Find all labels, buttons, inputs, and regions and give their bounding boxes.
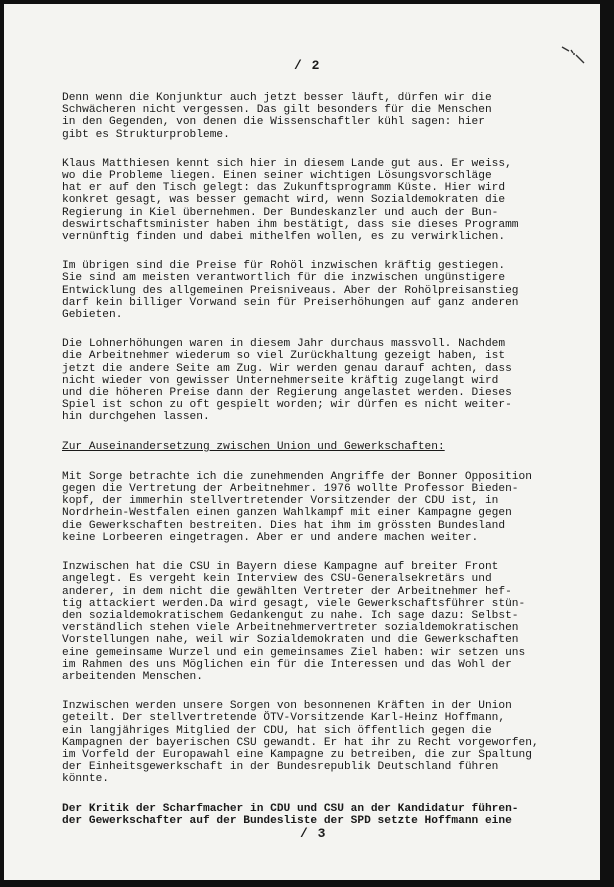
text-line: arbeitenden Menschen. <box>62 670 203 683</box>
text-line: die Arbeitnehmer wiederum so viel Zurückhaltung gezeigt haben, ist <box>62 350 506 363</box>
text-line: Entwicklung des allgemeinen Preisniveaus. Aber der Rohölpreisanstieg <box>62 284 519 297</box>
text-line: hat er auf den Tisch gelegt: das Zukunftsprogramm Küste. Hier wird <box>62 182 506 195</box>
text-line: eine gemeinsame Wurzel und ein gemeinsames Ziel haben: wir setzen uns <box>62 646 526 659</box>
pen-mark-icon <box>560 44 590 68</box>
text-line: darf kein billiger Vorwand sein für Preiserhöhungen auf ganz anderen <box>62 296 519 309</box>
text-line: Inzwischen werden unsere Sorgen von besonnenen Kräften in der Union <box>62 700 512 713</box>
text-line: vernünftig finden und dabei mithelfen wollen, es zu verwirklichen. <box>62 231 506 244</box>
text-line: Gebieten. <box>62 309 123 322</box>
paragraph <box>62 803 556 827</box>
paragraph <box>62 260 556 321</box>
text-line: Mit Sorge betrachte ich die zunehmenden Angriffe der Bonner Opposition <box>62 470 532 483</box>
text-line: in den Gegenden, von denen die Wissenschaftler kühl sagen: hier <box>62 116 485 129</box>
text-line: konkret gesagt, was besser gemacht wird, wenn Sozialdemokraten die <box>62 194 506 207</box>
paragraph <box>62 700 556 785</box>
text-line: den sozialdemokratischem Gedankengut zu nahe. Ich sage dazu: Selbst- <box>62 609 519 622</box>
text-line: Inzwischen hat die CSU in Bayern diese Kampagne auf breiter Front <box>62 561 499 574</box>
text-line: nicht wieder von gewisser Unternehmerseite kräftig zugelangt wird <box>62 374 499 387</box>
text-line: gegen die Vertretung der Arbeitnehmer. 1976 wollte Professor Bieden- <box>62 483 519 496</box>
page-number-top: / 2 <box>294 58 321 73</box>
text-line: deswirtschaftsminister haben ihm bestätigt, dass sie dieses Programm <box>62 218 519 231</box>
text-line: die Gewerkschaften bestreiten. Dies hat ihm im grössten Bundesland <box>62 519 506 532</box>
text-line: der Gewerkschafter auf der Bundesliste der SPD setzte Hoffmann eine <box>62 814 512 827</box>
text-line: anderer, in dem nicht die gewählten Vertreter der Arbeitnehmer hef- <box>62 585 512 598</box>
paragraph <box>62 561 556 683</box>
paragraph-group-intro <box>62 92 556 424</box>
text-line: Im übrigen sind die Preise für Rohöl inzwischen kräftig gestiegen. <box>62 260 506 273</box>
paragraph <box>62 92 556 141</box>
text-line: Schwächeren nicht vergessen. Das gilt besonders für die Menschen <box>62 104 492 117</box>
text-line: gibt es Strukturprobleme. <box>62 128 230 141</box>
document-page <box>4 4 600 880</box>
text-line: Sie sind am meisten verantwortlich für die inzwischen ungünstigere <box>62 272 506 285</box>
text-line: im Vorfeld der Europawahl eine Kampagne zu betreiben, die zur Spaltung <box>62 748 532 761</box>
text-line: angelegt. Es vergeht kein Interview des CSU-Generalsekretärs und <box>62 573 492 586</box>
document-body <box>62 92 556 844</box>
text-line: wo die Probleme liegen. Einen seiner wichtigen Lösungsvorschläge <box>62 170 492 183</box>
text-line: tig attackiert werden.Da wird gesagt, viele Gewerkschaftsführer stün- <box>62 597 526 610</box>
page-number-bottom: / 3 <box>300 826 327 841</box>
text-line: Denn wenn die Konjunktur auch jetzt besser läuft, dürfen wir die <box>62 92 492 104</box>
text-line: kopf, der immerhin stellvertretender Vorsitzender der CDU ist, in <box>62 495 499 508</box>
text-line: und die höheren Preise dann der Regierung angelastet werden. Dieses <box>62 387 512 400</box>
text-line: jetzt die andere Seite am Zug. Wir werden genau darauf achten, dass <box>62 362 512 375</box>
text-line: der Einheitsgewerkschaft in der Bundesrepublik Deutschland führen <box>62 761 499 774</box>
text-line: Spiel ist schon zu oft gespielt worden; wir dürfen es nicht weiter- <box>62 399 512 412</box>
text-line: Der Kritik der Scharfmacher in CDU und CSU an der Kandidatur führen- <box>62 802 519 815</box>
paragraph <box>62 158 556 243</box>
text-line: verständlich stehen viele Arbeitnehmervertreter sozialdemokratischen <box>62 622 519 635</box>
paragraph-group-section <box>62 471 556 827</box>
text-line: ein langjähriges Mitglied der CDU, hat sich öffentlich gegen die <box>62 724 492 737</box>
text-line: keine Lorbeeren eingetragen. Aber er und andere machen weiter. <box>62 531 479 544</box>
paragraph <box>62 471 556 544</box>
text-line: hin durchgehen lassen. <box>62 411 210 424</box>
text-line: könnte. <box>62 773 109 786</box>
text-line: Nordrhein-Westfalen einen ganzen Wahlkampf mit einer Kampagne gegen <box>62 507 512 520</box>
text-line: Kampagnen der bayerischen CSU gewandt. Er hat ihr zu Recht vorgeworfen, <box>62 736 539 749</box>
text-line: Vorstellungen nahe, weil wir Sozialdemokraten und die Gewerkschaften <box>62 634 519 647</box>
section-heading: Zur Auseinandersetzung zwischen Union und Gewerkschaften: <box>62 440 445 453</box>
text-line: im Rahmen des uns Möglichen ein für die Interessen und das Wohl der <box>62 658 512 671</box>
text-line: Klaus Matthiesen kennt sich hier in diesem Lande gut aus. Er weiss, <box>62 157 512 170</box>
text-line: Die Lohnerhöhungen waren in diesem Jahr durchaus massvoll. Nachdem <box>62 338 506 351</box>
paragraph <box>62 338 556 423</box>
text-line: geteilt. Der stellvertretende ÖTV-Vorsitzende Karl-Heinz Hoffmann, <box>62 712 506 725</box>
text-line: Regierung in Kiel übernehmen. Der Bundeskanzler und auch der Bun- <box>62 206 499 219</box>
